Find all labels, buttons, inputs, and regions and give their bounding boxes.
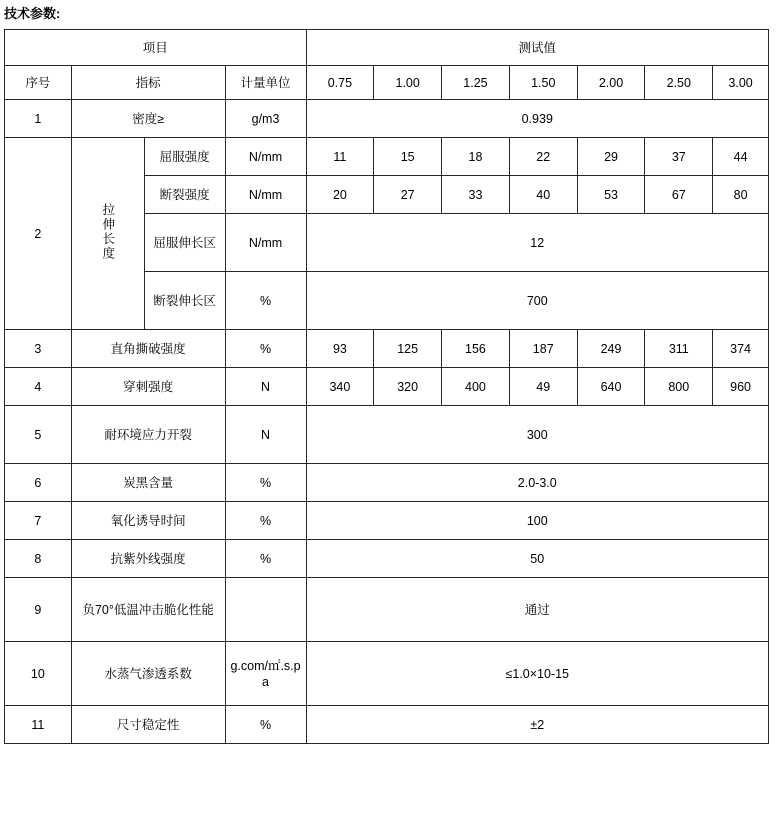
- row-value: 67: [645, 176, 713, 214]
- header-thickness-2: 1.25: [442, 66, 510, 100]
- table-row: [5, 642, 769, 706]
- row-span-value: 2.0-3.0: [306, 464, 769, 502]
- row-value: 340: [306, 368, 374, 406]
- row-no: 9: [5, 578, 72, 642]
- row-unit: N: [225, 368, 306, 406]
- table-row: [5, 330, 769, 368]
- row-value: 640: [577, 368, 645, 406]
- row-value: 20: [306, 176, 374, 214]
- table-row: [5, 706, 769, 744]
- row-span-value: 通过: [306, 578, 769, 642]
- row-unit: %: [225, 502, 306, 540]
- row-no: 1: [5, 100, 72, 138]
- row-no: 7: [5, 502, 72, 540]
- row-unit: %: [225, 540, 306, 578]
- row-index: 穿刺强度: [71, 368, 225, 406]
- technical-parameters-table: [4, 29, 769, 744]
- row-value: 156: [442, 330, 510, 368]
- row-value: 249: [577, 330, 645, 368]
- row-unit: g/m3: [225, 100, 306, 138]
- row-no: 4: [5, 368, 72, 406]
- row-span-value: 50: [306, 540, 769, 578]
- row-value: 80: [713, 176, 769, 214]
- row-span-value: 300: [306, 406, 769, 464]
- table-row: [5, 578, 769, 642]
- row-value: 29: [577, 138, 645, 176]
- row-value: 11: [306, 138, 374, 176]
- row-value: 374: [713, 330, 769, 368]
- row-value: 44: [713, 138, 769, 176]
- header-thickness-3: 1.50: [509, 66, 577, 100]
- row-span-value: 12: [306, 214, 769, 272]
- table-row: [5, 368, 769, 406]
- row-unit: %: [225, 272, 306, 330]
- row-no: 11: [5, 706, 72, 744]
- row-value: 15: [374, 138, 442, 176]
- row-unit: %: [225, 464, 306, 502]
- header-group-item: 项目: [5, 30, 307, 66]
- row-index: 耐环境应力开裂: [71, 406, 225, 464]
- row-value: 33: [442, 176, 510, 214]
- row-index: 断裂伸长区: [144, 272, 225, 330]
- row-unit: %: [225, 706, 306, 744]
- table-header-row: [5, 66, 769, 100]
- row-unit: g.com/㎡.s.pa: [225, 642, 306, 706]
- row-no: 10: [5, 642, 72, 706]
- row-span-value: ±2: [306, 706, 769, 744]
- table-header-group-row: [5, 30, 769, 66]
- row-index: 负70°低温冲击脆化性能: [71, 578, 225, 642]
- row-span-value: 100: [306, 502, 769, 540]
- page-title: 技术参数:: [4, 6, 61, 21]
- header-unit: 计量单位: [225, 66, 306, 100]
- header-thickness-5: 2.50: [645, 66, 713, 100]
- row-unit: N/mm: [225, 214, 306, 272]
- row-index: 屈服强度: [144, 138, 225, 176]
- row-value: 93: [306, 330, 374, 368]
- row-unit: N: [225, 406, 306, 464]
- row-no: 8: [5, 540, 72, 578]
- header-no: 序号: [5, 66, 72, 100]
- row-span-value: 0.939: [306, 100, 769, 138]
- row-value: 187: [509, 330, 577, 368]
- table-row: [5, 138, 769, 176]
- row-value: 800: [645, 368, 713, 406]
- row-group-label-text: 拉伸长度: [100, 202, 115, 261]
- header-index: 指标: [71, 66, 225, 100]
- table-row: [5, 406, 769, 464]
- row-no: 5: [5, 406, 72, 464]
- row-index: 抗紫外线强度: [71, 540, 225, 578]
- row-no: 2: [5, 138, 72, 330]
- row-no: 3: [5, 330, 72, 368]
- header-thickness-6: 3.00: [713, 66, 769, 100]
- row-unit: %: [225, 330, 306, 368]
- header-thickness-4: 2.00: [577, 66, 645, 100]
- row-index: 密度≥: [71, 100, 225, 138]
- row-value: 311: [645, 330, 713, 368]
- row-index: 氧化诱导时间: [71, 502, 225, 540]
- row-value: 125: [374, 330, 442, 368]
- row-value: 18: [442, 138, 510, 176]
- row-group-label: [71, 138, 144, 330]
- row-value: 49: [509, 368, 577, 406]
- row-index: 炭黑含量: [71, 464, 225, 502]
- row-index: 断裂强度: [144, 176, 225, 214]
- row-unit: N/mm: [225, 138, 306, 176]
- row-value: 27: [374, 176, 442, 214]
- table-row: [5, 100, 769, 138]
- row-index: 尺寸稳定性: [71, 706, 225, 744]
- row-index: 直角撕破强度: [71, 330, 225, 368]
- table-row: [5, 502, 769, 540]
- header-thickness-0: 0.75: [306, 66, 374, 100]
- row-unit: N/mm: [225, 176, 306, 214]
- row-value: 40: [509, 176, 577, 214]
- row-span-value: 700: [306, 272, 769, 330]
- row-no: 6: [5, 464, 72, 502]
- row-value: 22: [509, 138, 577, 176]
- row-value: 320: [374, 368, 442, 406]
- table-row: [5, 464, 769, 502]
- header-thickness-1: 1.00: [374, 66, 442, 100]
- table-row: [5, 540, 769, 578]
- row-value: 400: [442, 368, 510, 406]
- header-group-test-value: 测试值: [306, 30, 769, 66]
- row-value: 53: [577, 176, 645, 214]
- row-unit: [225, 578, 306, 642]
- row-span-value: ≤1.0×10-15: [306, 642, 769, 706]
- row-value: 37: [645, 138, 713, 176]
- row-index: 屈服伸长区: [144, 214, 225, 272]
- row-index: 水蒸气渗透系数: [71, 642, 225, 706]
- row-value: 960: [713, 368, 769, 406]
